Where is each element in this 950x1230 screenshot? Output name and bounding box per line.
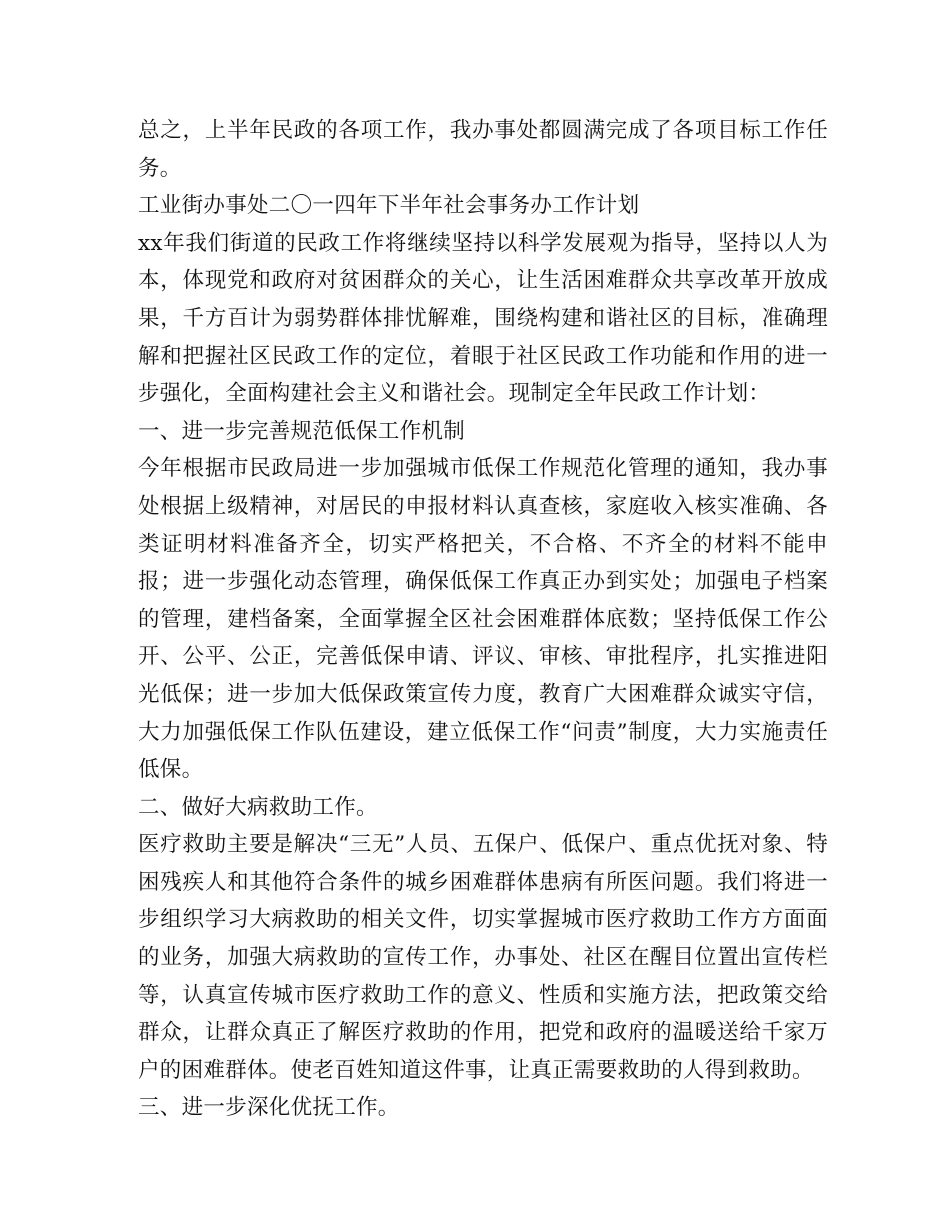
section-heading-1: 一、进一步完善规范低保工作机制 [138,418,466,444]
paragraph-summary: 总之，上半年民政的各项工作，我办事处都圆满完成了各项目标工作任务。 [138,118,828,181]
section-heading-3: 三、进一步深化优抚工作。 [138,1095,400,1121]
plan-title: 工业街办事处二〇一四年下半年社会事务办工作计划 [138,193,640,219]
paragraph-section-1: 今年根据市民政局进一步加强城市低保工作规范化管理的通知，我办事处根据上级精神，对居民的申报材料认真查核，家庭收入核实准确、各类证明材料准备齐全，切实严格把关，不合格、不齐全的材料不能申报；进一步强化动态管理，确保低保工作真正办到实处；加强电子档案的管理，建档备案，全面掌握全区社会困难群体底数；坚持低保工作公开、公平、公正，完善低保申请、评议、审核、审批程序，扎实推进阳光低保；进一步加大低保政策宣传力度，教育广大困难群众诚实守信，大力加强低保工作队伍建设，建立低保工作“问责”制度，大力实施责任低保。 [138,456,828,783]
section-heading-2: 二、做好大病救助工作。 [138,794,378,820]
document-body [138,112,828,1127]
paragraph-intro: xx年我们街道的民政工作将继续坚持以科学发展观为指导，坚持以人为本，体现党和政府对贫困群众的关心，让生活困难群众共享改革开放成果，千方百计为弱势群体排忧解难，围绕构建和谐社区的目标，准确理解和把握社区民政工作的定位，着眼于社区民政工作功能和作用的进一步强化，全面构建社会主义和谐社会。现制定全年民政工作计划： [138,230,828,407]
paragraph-section-2: 医疗救助主要是解决“三无”人员、五保户、低保户、重点优抚对象、特困残疾人和其他符合条件的城乡困难群体患病有所医问题。我们将进一步组织学习大病救助的相关文件，切实掌握城市医疗救助工作方方面面的业务，加强大病救助的宣传工作，办事处、社区在醒目位置出宣传栏等，认真宣传城市医疗救助工作的意义、性质和实施方法，把政策交给群众，让群众真正了解医疗救助的作用，把党和政府的温暖送给千家万户的困难群体。使老百姓知道这件事，让真正需要救助的人得到救助。 [138,832,828,1083]
